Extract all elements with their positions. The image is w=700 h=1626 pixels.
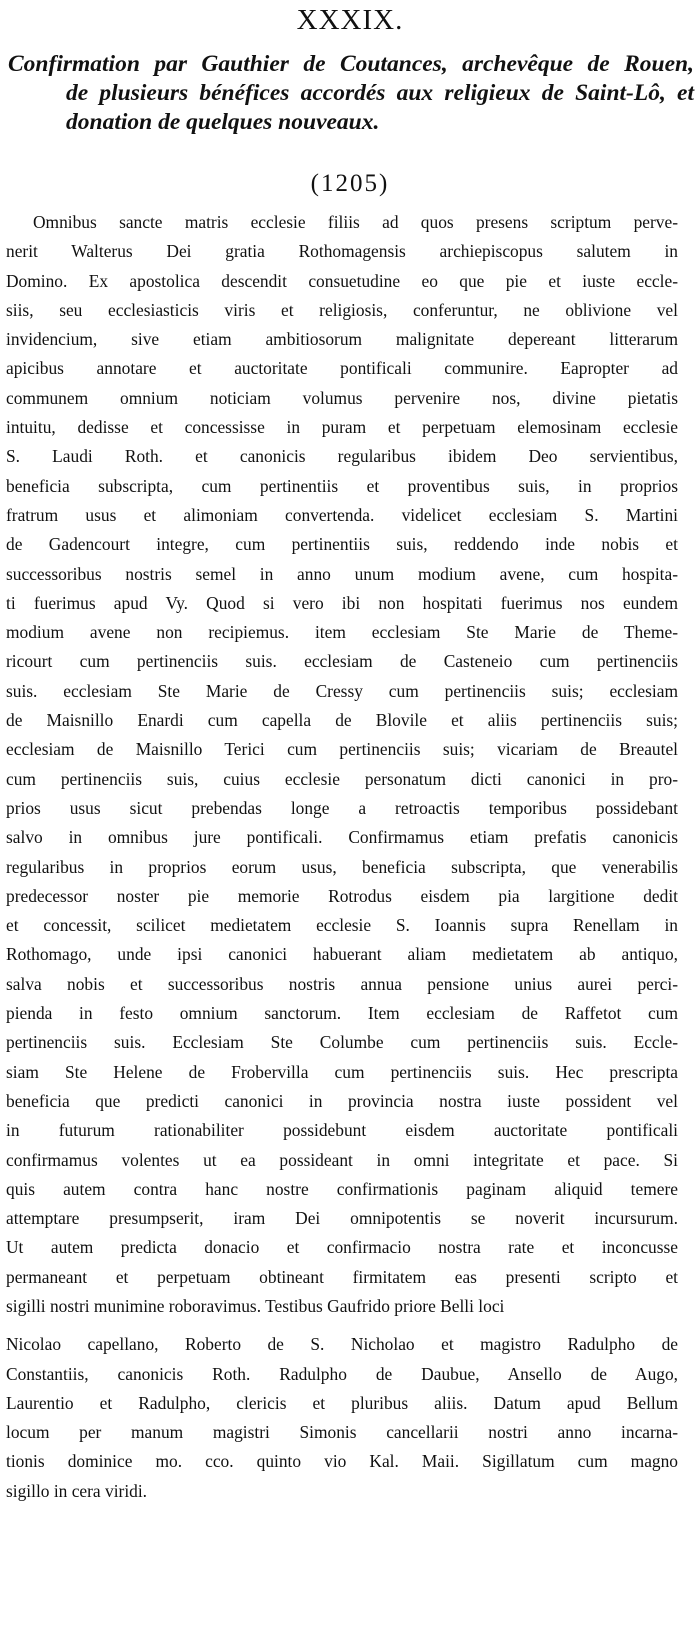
body-line: suis. ecclesiam Ste Marie de Cressy cum pertinenciis suis; ecclesiam [6, 680, 678, 701]
body-line: Ut autem predicta donacio et confirmacio nostra rate et inconcusse [6, 1237, 678, 1258]
body-line: salvo in omnibus jure pontificali. Confirmamus etiam prefatis canonicis [6, 827, 678, 848]
body-line: Domino. Ex apostolica descendit consuetudine eo que pie et iuste eccle- [6, 270, 678, 291]
body-line: tionis dominice mo. cco. quinto vio Kal. Maii. Sigillatum cum magno [6, 1451, 678, 1472]
body-line: confirmamus volentes ut ea possideant in omni integritate et pace. Si [6, 1149, 678, 1170]
body-line: locum per manum magistri Simonis cancellarii nostri anno incarna- [6, 1422, 678, 1443]
charter-title [8, 50, 694, 137]
body-line: sigillo in cera viridi. [6, 1480, 148, 1501]
body-line: prios usus sicut prebendas longe a retroactis temporibus possidebant [6, 797, 678, 818]
body-line: invidencium, sive etiam ambitiosorum malignitate depereant litterarum [6, 329, 678, 350]
body-line: apicibus annotare et auctoritate pontificali communire. Eapropter ad [6, 358, 678, 379]
body-line: intuitu, dedisse et concessisse in puram et perpetuam elemosinam ecclesie [6, 417, 678, 438]
body-line: cum pertinenciis suis, cuius ecclesie personatum dicti canonici in pro- [6, 768, 678, 789]
body-line: predecessor noster pie memorie Rotrodus eisdem pia largitione dedit [6, 885, 678, 906]
title-line: donation de quelques nouveaux. [66, 109, 380, 135]
body-line: Omnibus sancte matris ecclesie filiis ad quos presens scriptum perve- [33, 212, 678, 232]
body-line: de Maisnillo Enardi cum capella de Blovile et aliis pertinenciis suis; [6, 710, 678, 731]
body-line: regularibus in proprios eorum usus, beneficia subscripta, que venerabilis [6, 856, 678, 877]
body-line: et concessit, scilicet medietatem ecclesie S. Ioannis supra Renellam in [6, 915, 678, 936]
body-line: beneficia subscripta, cum pertinentiis et proventibus suis, in proprios [6, 475, 678, 496]
body-line: communem omnium noticiam volumus pervenire nos, divine pietatis [6, 387, 678, 408]
body-line: ti fuerimus apud Vy. Quod si vero ibi non hospitati fuerimus nos eundem [6, 592, 678, 613]
body-line: modium avene non recipiemus. item ecclesiam Ste Marie de Theme- [6, 622, 678, 643]
body-line: ricourt cum pertinenciis suis. ecclesiam de Casteneio cum pertinenciis [6, 651, 678, 672]
body-line: siam Ste Helene de Frobervilla cum pertinenciis suis. Hec prescripta [6, 1061, 678, 1082]
body-line: nerit Walterus Dei gratia Rothomagensis archiepiscopus salutem in [6, 241, 678, 262]
body-line: successoribus nostris semel in anno unum modium avene, cum hospita- [6, 563, 678, 584]
body-line: permaneant et perpetuam obtineant firmitatem eas presenti scripto et [6, 1266, 678, 1287]
charter-date: (1205) [310, 170, 390, 197]
body-line: in futurum rationabiliter possidebunt eisdem auctoritate pontificali [6, 1120, 678, 1141]
body-line: de Gadencourt integre, cum pertinentiis suis, reddendo inde nobis et [6, 534, 678, 555]
title-line: de plusieurs bénéfices accordés aux religieux de Saint-Lô, et [66, 80, 694, 106]
body-line: ecclesiam de Maisnillo Terici cum pertinenciis suis; vicariam de Breautel [6, 739, 678, 760]
body-line: S. Laudi Roth. et canonicis regularibus ibidem Deo servientibus, [6, 446, 678, 467]
body-line: pertinenciis suis. Ecclesiam Ste Columbe cum pertinenciis suis. Eccle- [6, 1032, 678, 1053]
body-line: sigilli nostri munimine roboravimus. Testibus Gaufrido priore Belli loci [6, 1295, 505, 1316]
body-line: Rothomago, unde ipsi canonici habuerant aliam medietatem ab antiquo, [6, 944, 678, 965]
body-line: Laurentio et Radulpho, clericis et pluribus aliis. Datum apud Bellum [6, 1392, 678, 1413]
body-line: fratrum usus et alimoniam convertenda. videlicet ecclesiam S. Martini [6, 504, 678, 525]
body-line: quis autem contra hanc nostre confirmationis paginam aliquid temere [6, 1178, 678, 1199]
body-line: Nicolao capellano, Roberto de S. Nicholao et magistro Radulpho de [6, 1334, 678, 1355]
body-line: siis, seu ecclesiasticis viris et religiosis, conferuntur, ne oblivione vel [6, 299, 678, 320]
body-line: salva nobis et successoribus nostris annua pensione unius aurei perci- [6, 973, 678, 994]
body-line: pienda in festo omnium sanctorum. Item ecclesiam de Raffetot cum [6, 1003, 678, 1024]
body-line: Constantiis, canonicis Roth. Radulpho de Daubue, Ansello de Augo, [6, 1363, 678, 1384]
charter-body [6, 208, 678, 1506]
charter-number: XXXIX. [296, 4, 404, 36]
body-line: beneficia que predicti canonici in provincia nostra iuste possident vel [6, 1090, 678, 1111]
title-line: Confirmation par Gauthier de Coutances, archevêque de Rouen, [8, 51, 694, 77]
body-line: attemptare presumpserit, iram Dei omnipotentis se noverit incursurum. [6, 1208, 678, 1229]
